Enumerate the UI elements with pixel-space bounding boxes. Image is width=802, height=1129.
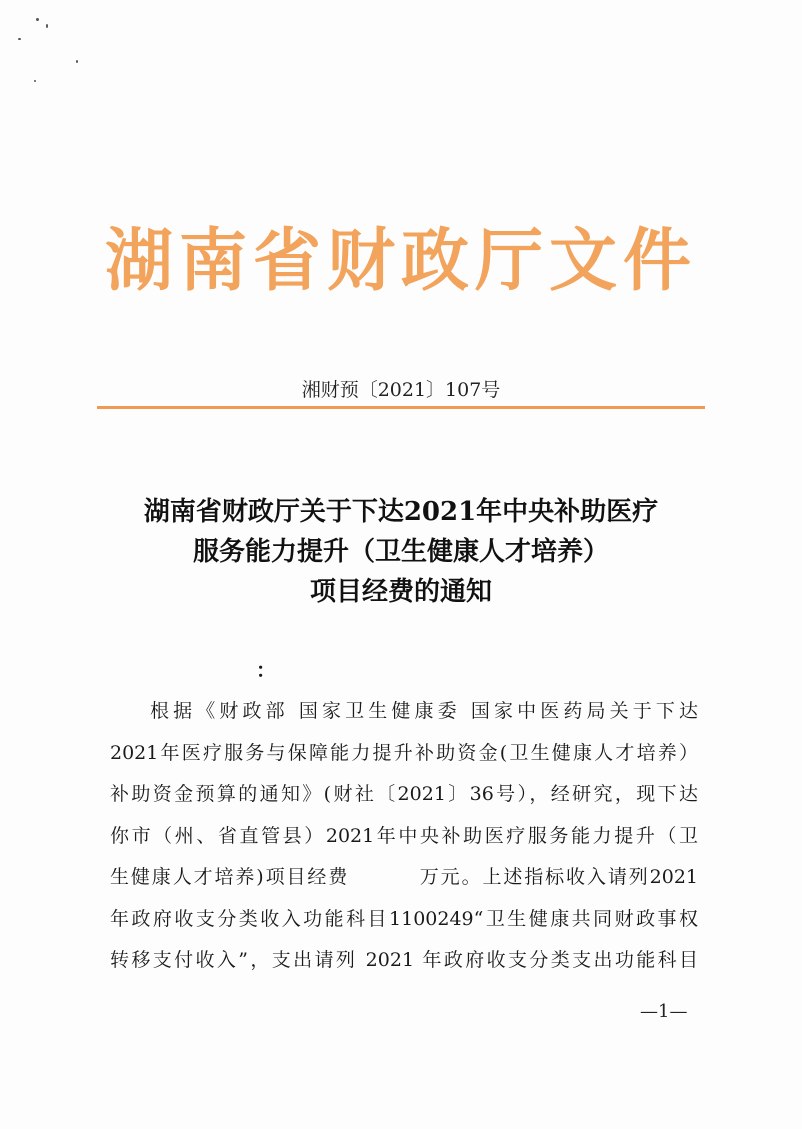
scan-speck bbox=[18, 38, 21, 40]
body-line: 你市（州、省直管县）2021年中央补助医疗服务能力提升（卫 bbox=[110, 824, 698, 847]
title-line: 服务能力提升（卫生健康人才培养） bbox=[192, 537, 609, 567]
addressee: ： bbox=[256, 658, 276, 682]
notice-title bbox=[80, 492, 722, 612]
scan-speck bbox=[46, 24, 48, 28]
masthead-title: 湖南省财政厅文件 bbox=[104, 222, 697, 301]
title-line: 湖南省财政厅关于下达2021年中央补助医疗 bbox=[143, 497, 659, 527]
header-rule bbox=[97, 406, 705, 409]
body-line: 年政府收支分类收入功能科目1100249“卫生健康共同财政事权 bbox=[110, 907, 698, 930]
body-line: 转移支付收入”，支出请列 2021 年政府收支分类支出功能科目 bbox=[110, 949, 698, 971]
page-number: —1— bbox=[640, 1001, 688, 1022]
document-number: 湘财预〔2021〕107号 bbox=[301, 379, 501, 401]
scan-speck bbox=[76, 60, 78, 63]
body-line: 根据《财政部 国家卫生健康委 国家中医药局关于下达 bbox=[150, 700, 698, 722]
body-line: 生健康人才培养)项目经费 万元。上述指标收入请列2021 bbox=[110, 866, 698, 888]
body-line: 补助资金预算的通知》(财社〔2021〕36号），经研究，现下达 bbox=[110, 783, 698, 805]
scan-speck bbox=[36, 18, 39, 21]
scan-speck bbox=[34, 80, 36, 82]
body-text bbox=[110, 691, 698, 982]
title-line: 项目经费的通知 bbox=[309, 577, 492, 607]
body-line: 2021年医疗服务与保障能力提升补助资金(卫生健康人才培养） bbox=[110, 741, 698, 764]
